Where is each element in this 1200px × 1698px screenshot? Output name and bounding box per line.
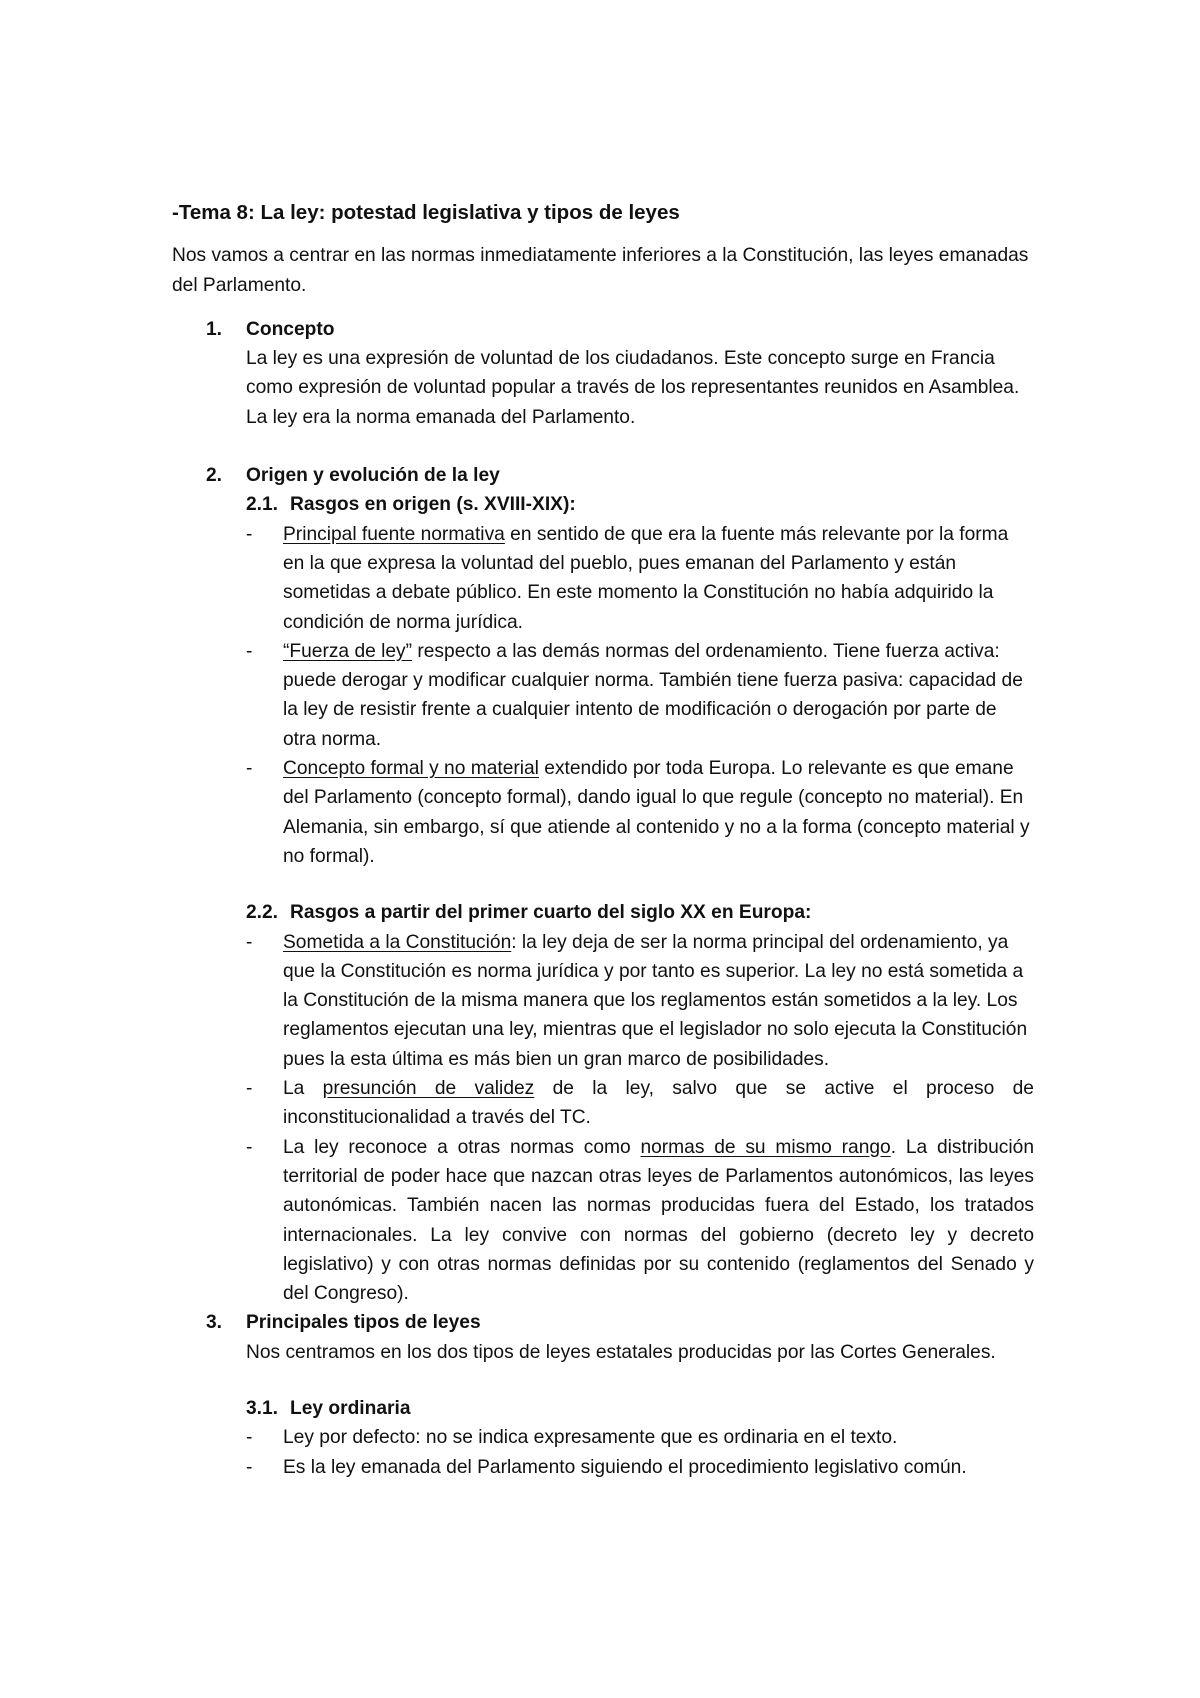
item-text: extendido por toda Europa. Lo relevante es que emane del Parlamento (concepto formal), dando igual lo que regule (concepto no material). En Alemania, sin embargo, sí que atiende al contenido y no a la forma (concepto material y no formal). xyxy=(283,758,1030,867)
subsection-title: Rasgos en origen (s. XVIII-XIX): xyxy=(290,494,576,516)
subsection-title: Ley ordinaria xyxy=(290,1397,411,1419)
list-item xyxy=(246,1453,1034,1482)
subsection-title: Rasgos a partir del primer cuarto del siglo XX en Europa: xyxy=(290,902,812,924)
section-number: 2. xyxy=(206,465,223,487)
section-concepto xyxy=(172,315,1034,432)
dash-marker: - xyxy=(246,640,253,662)
underlined-term: presunción de validez xyxy=(322,1078,535,1100)
list-item xyxy=(246,1423,1034,1452)
item-text: respecto a las demás normas del ordenamiento. Tiene fuerza activa: puede derogar y modificar cualquier norma. También tiene fuerza pasiva: capacidad de la ley de resistir frente a cualquier intento de modificación o derogación por parte de otra norma. xyxy=(283,640,1023,750)
subsection-number: 2.2. xyxy=(246,902,279,924)
item-text: Es la ley emanada del Parlamento siguiendo el procedimiento legislativo común. xyxy=(283,1456,967,1478)
intro-paragraph: Nos vamos a centrar en las normas inmediatamente inferiores a la Constitución, las leyes emanadas del Parlamento. xyxy=(172,245,1029,296)
subsection-heading xyxy=(246,490,1034,519)
document-body xyxy=(172,198,1034,1482)
spacer xyxy=(172,432,1034,461)
spacer xyxy=(246,871,1034,898)
section-heading: Origen y evolución de la ley xyxy=(246,465,500,487)
section-origen xyxy=(172,461,1034,1308)
item-text: en sentido de que era la fuente más relevante por la forma en la que expresa la voluntad del pueblo, pues emanan del Parlamento y están sometidas a debate público. En este momento la Constitución no había adquirido la condición de norma jurídica. xyxy=(283,523,1009,633)
section-text: La ley es una expresión de voluntad de los ciudadanos. Este concepto surge en Francia como expresión de voluntad popular a través de los representantes reunidos en Asamblea. La ley era la norma emanada del Parlamento. xyxy=(246,348,1020,428)
section-tipos xyxy=(172,1308,1034,1481)
underlined-term: Principal fuente normativa xyxy=(283,523,505,545)
underlined-term: normas de su mismo rango xyxy=(640,1136,891,1158)
section-number: 3. xyxy=(206,1312,223,1334)
page-title: -Tema 8: La ley: potestad legislativa y tipos de leyes xyxy=(172,201,680,224)
section-text: Nos centramos en los dos tipos de leyes estatales producidas por las Cortes Generales. xyxy=(246,1341,996,1363)
underlined-term: “Fuerza de ley” xyxy=(283,640,413,662)
dash-marker: - xyxy=(246,1427,253,1449)
list-item xyxy=(246,754,1034,871)
section-number: 1. xyxy=(206,318,223,340)
bullet-list xyxy=(246,520,1034,872)
item-prefix: La ley reconoce a otras normas como xyxy=(283,1136,641,1158)
dash-marker: - xyxy=(246,1078,253,1100)
list-item xyxy=(246,520,1034,637)
item-text: de la ley, salvo que se active el proceso de inconstitucionalidad a través del TC. xyxy=(283,1078,1034,1129)
dash-marker: - xyxy=(246,1456,253,1478)
dash-marker: - xyxy=(246,758,253,780)
subsection-heading xyxy=(246,1394,1034,1423)
bullet-list xyxy=(246,1423,1034,1482)
subsection-number: 3.1. xyxy=(246,1397,279,1419)
dash-marker: - xyxy=(246,931,253,953)
list-item xyxy=(246,1133,1034,1309)
section-heading: Concepto xyxy=(246,318,335,340)
dash-marker: - xyxy=(246,1136,253,1158)
item-text: Ley por defecto: no se indica expresamente que es ordinaria en el texto. xyxy=(283,1427,898,1449)
item-text: . La distribución territorial de poder hace que nazcan otras leyes de Parlamentos autonómicos, las leyes autonómicas. También nacen las normas producidas fuera del Estado, los tratados internacionales. La ley convive con normas del gobierno (decreto ley y decreto legislativo) y con otras normas definidas por su contenido (reglamentos del Senado y del Congreso). xyxy=(283,1136,1034,1305)
list-item xyxy=(246,637,1034,754)
item-text: : la ley deja de ser la norma principal del ordenamiento, ya que la Constitución es norma jurídica y por tanto es superior. La ley no está sometida a la Constitución de la misma manera que los reglamentos están sometidos a la ley. Los reglamentos ejecutan una ley, mientras que el legislador no solo ejecuta la Constitución pues la esta última es más bien un gran marco de posibilidades. xyxy=(283,931,1028,1070)
dash-marker: - xyxy=(246,523,253,545)
section-heading: Principales tipos de leyes xyxy=(246,1312,481,1334)
list-item xyxy=(246,1074,1034,1133)
underlined-term: Concepto formal y no material xyxy=(283,758,539,780)
item-prefix: La xyxy=(283,1078,323,1100)
list-item xyxy=(246,928,1034,1074)
spacer xyxy=(246,1367,1034,1394)
subsection-heading xyxy=(246,898,1034,927)
bullet-list xyxy=(246,928,1034,1309)
subsection-number: 2.1. xyxy=(246,494,279,516)
underlined-term: Sometida a la Constitución xyxy=(283,931,512,953)
